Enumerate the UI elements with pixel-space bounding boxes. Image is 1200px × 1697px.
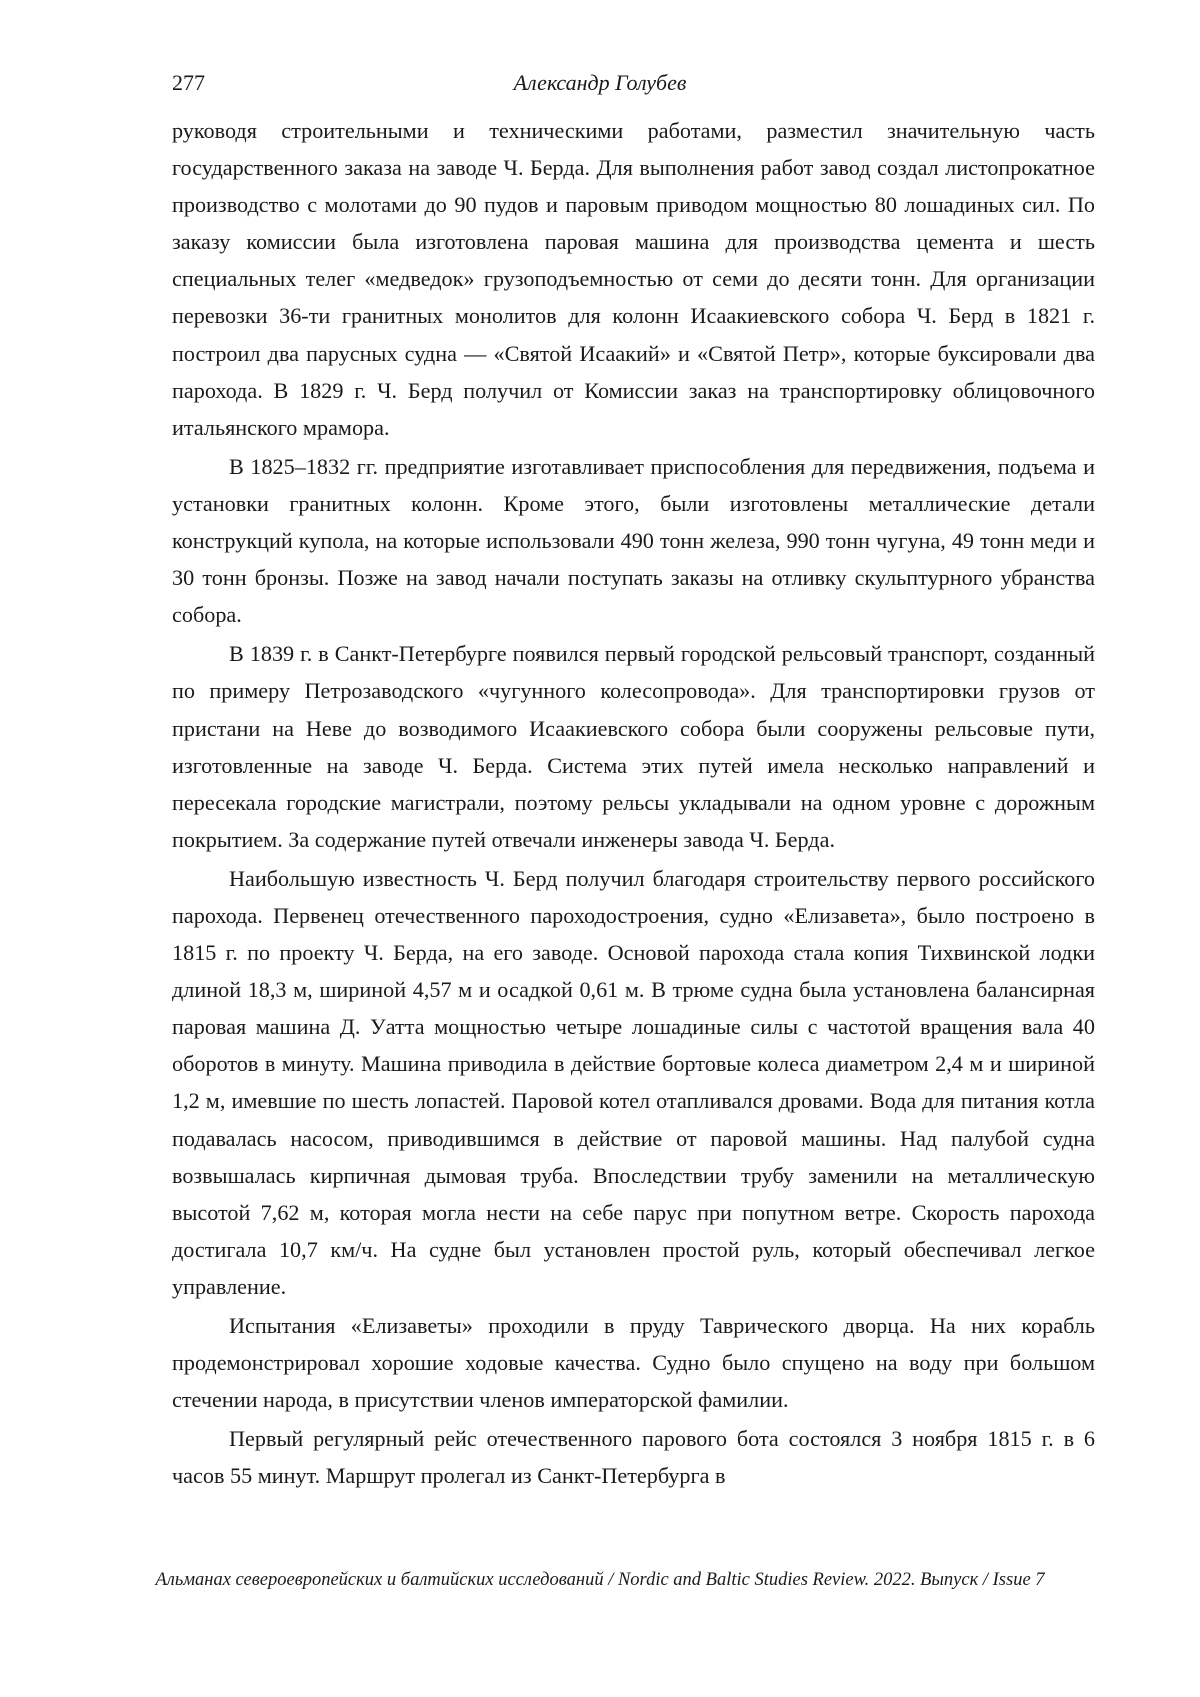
journal-footer: Альманах североевропейских и балтийских исследований / Nordic and Baltic Studies Review. 2022. Выпуск / Issue 7 — [0, 1570, 1200, 1591]
paragraph: Первый регулярный рейс отечественного парового бота состоялся 3 ноября 1815 г. в 6 часов 55 минут. Маршрут пролегал из Санкт-Петербурга в — [172, 1420, 1095, 1494]
page-number: 277 — [172, 70, 205, 96]
paragraph: Испытания «Елизаветы» проходили в пруду Таврического дворца. На них корабль продемонстрировал хорошие ходовые качества. Судно было спущено на воду при большом стечении народа, в присутствии членов императорской фамилии. — [172, 1307, 1095, 1418]
paragraph: Наибольшую известность Ч. Берд получил благодаря строительству первого российского парохода. Первенец отечественного пароходостроения, судно «Елизавета», было построено в 1815 г. по проекту Ч. Берда, на его заводе. Основой парохода стала копия Тихвинской лодки длиной 18,3 м, шириной 4,57 м и осадкой 0,61 м. В трюме судна была установлена балансирная паровая машина Д. Уатта мощностью четыре лошадиные силы с частотой вращения вала 40 оборотов в минуту. Машина приводила в действие бортовые колеса диаметром 2,4 м и шириной 1,2 м, имевшие по шесть лопастей. Паровой котел отапливался дровами. Вода для питания котла подавалась насосом, приводившимся в действие от паровой машины. Над палубой судна возвышалась кирпичная дымовая труба. Впоследствии трубу заменили на металлическую высотой 7,62 м, которая могла нести на себе парус при попутном ветре. Скорость парохода достигала 10,7 км/ч. На судне был установлен простой руль, который обеспечивал легкое управление. — [172, 860, 1095, 1305]
paragraph: руководя строительными и техническими работами, разместил значительную часть государственного заказа на заводе Ч. Берда. Для выполнения работ завод создал листопрокатное производство с молотами до 90 пудов и паровым приводом мощностью 80 лошадиных сил. По заказу комиссии была изготовлена паровая машина для производства цемента и шесть специальных телег «медведок» грузоподъемностью от семи до десяти тонн. Для организации перевозки 36-ти гранитных монолитов для колонн Исаакиевского собора Ч. Берд в 1821 г. построил два парусных судна — «Святой Исаакий» и «Святой Петр», которые буксировали два парохода. В 1829 г. Ч. Берд получил от Комиссии заказ на транспортировку облицовочного итальянского мрамора. — [172, 112, 1095, 446]
article-body — [172, 112, 1095, 1494]
running-head-author: Александр Голубев — [0, 70, 1200, 96]
paragraph: В 1839 г. в Санкт-Петербурге появился первый городской рельсовый транспорт, созданный по примеру Петрозаводского «чугунного колесопровода». Для транспортировки грузов от пристани на Неве до возводимого Исаакиевского собора были сооружены рельсовые пути, изготовленные на заводе Ч. Берда. Система этих путей имела несколько направлений и пересекала городские магистрали, поэтому рельсы укладывали на одном уровне с дорожным покрытием. За содержание путей отвечали инженеры завода Ч. Берда. — [172, 635, 1095, 858]
paragraph: В 1825–1832 гг. предприятие изготавливает приспособления для передвижения, подъема и установки гранитных колонн. Кроме этого, были изготовлены металлические детали конструкций купола, на которые использовали 490 тонн железа, 990 тонн чугуна, 49 тонн меди и 30 тонн бронзы. Позже на завод начали поступать заказы на отливку скульптурного убранства собора. — [172, 448, 1095, 633]
